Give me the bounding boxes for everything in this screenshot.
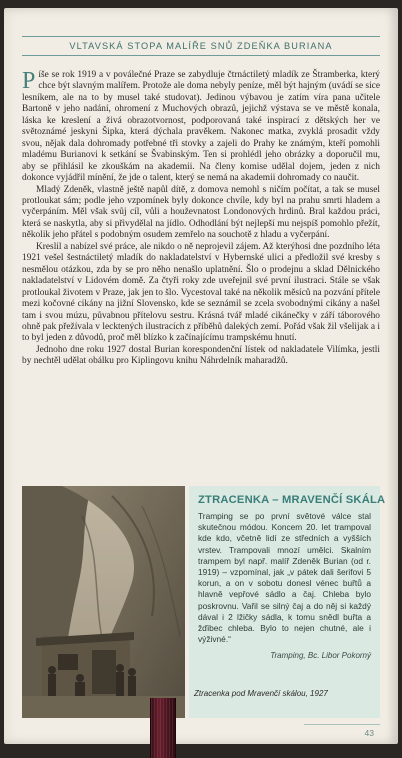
paragraph: Mladý Zdeněk, vlastně ještě napůl dítě, z domova nemohl s ničím počítat, a tak se musel protloukat sám; podle jeho vzpomínek byly dokonce chvíle, kdy byl na prahu smrti hladem a vyčerpáním. Měl však svůj cíl, vůli a houževnatost Londonových hrdinů. Bral každou práci, která se naskytla, aby si přivydělal na jídlo. Odhodlání být nejlepší mu nejspíš pomohlo přežít, několik jeho přátel s podobným osudem zemřelo na souchotě z hladu a vyčerpání.	[22, 184, 380, 241]
drop-cap: P	[22, 68, 36, 94]
page-number: 43	[364, 728, 374, 738]
main-text	[22, 70, 380, 368]
paragraph: Jednoho dne roku 1927 dostal Burian korespondenční lístek od nakladatele Vilímka, jestli by nechtěl udělat obálku pro Kiplingovu knihu Náhrdelník maharadžů.	[22, 344, 380, 367]
paragraph	[22, 70, 380, 185]
running-head: VLTAVSKÁ STOPA MALÍŘE SNŮ ZDEŇKA BURIANA	[22, 36, 380, 56]
paragraph: Kreslil a nabízel své práce, ale nikdo o ně neprojevil zájem. Až kterýhosi dne pozdního léta 1921 vešel šestnáctiletý mladík do nakladatelství v Hybernské ulici a předložil své kresby s nesmělou otázkou, zda by se pro něho nenašlo uplatnění. Šlo o prodejnu a sklad Dělnického nakladatelství v Lidovém domě. Za čtyři roky zde uveřejnil své první ilustraci. Stále se však protloukal životem v Praze, jak jen to šlo. Vycestoval také na několik měsíců na pozvání přítele mezi kočovné cikány na jižní Slovensko, kde se seznámil se zcela svobodnými cikány a našel tam i svou múzu, půvabnou přítelovu sestru. Krásná tvář mladé cikánečky v září táborového ohně pak přežívala v lecktených ilustracích z příběhů dalekých zemí. Pořád však žil všelijak a i to byl jeden z důvodů, proč měl blízko k začínajícímu trampskému hnutí.	[22, 241, 380, 344]
book-page	[4, 8, 398, 744]
photo-illustration	[22, 486, 185, 718]
paragraph-text: íše se rok 1919 a v poválečné Praze se zabydluje čtrnáctiletý mladík ze Štramberka, který chce být slavným malířem. Protože ale doma nebyly peníze, měl být hajným (uvádí se sice lesníkem, ale na to by musel také studovat). Jedinou výbavou je zatím víra pana učitele Bartoně v jeho nadání, ohromení z Muchových obrazů, jejichž výstava se ve městě konala, láska ke kreslení a živá obrazotvornost, podporovaná také inspirací z dětských her ve světoznámé jeskyni Šipka, která dýchala pravěkem. Nakonec matka, zvyklá prosadit vždy svou, nějak dala dohromady potřebné tři stovky a zajeli do Prahy ke známým, kteří pomohli mladému Burianovi k setkání se Švabinským. Ten si prohlédl jeho obrázky a doporučil mu, aby se přihlásil ke zkouškám na akademii. Na členy komise udělal dojem, jeden z nich dokonce vyjádřil mínění, že jde o talent, který se nemá na akademii dohromady co naučit.	[22, 70, 380, 184]
sidebar-box	[189, 486, 386, 718]
sidebar-title: ZTRACENKA – MRAVENČÍ SKÁLA	[198, 494, 386, 506]
sidebar-source: Tramping, Bc. Libor Pokorný	[270, 651, 371, 661]
sidebar-text: Tramping se po první světové válce stal skutečnou módou. Koncem 20. let trampoval kde kdo, včetně lidí ze středních a vyšších vrstev. Trampovali mnozí umělci. Skalním trampem byl např. malíř Zdeněk Burian (od r. 1919) – vzpomínal, jak „v pátek dali šerifovi 5 korun, a on v sobotu donesl vénec buřtů a hlavně vepřové sádlo a čaj. Chleba bylo poskrovnu. Vařil se silný čaj a do něj si každý dával i 2 lžičky sádla, k tomu snědl buřta a žďibec chleba. Bylo to nejen chutné, ale i výživné.“	[198, 511, 371, 645]
photo-caption: Ztracenka pod Mravenčí skálou, 1927	[194, 689, 328, 698]
historical-photo	[22, 486, 185, 718]
bookmark-ribbon	[150, 698, 176, 758]
folio-rule	[304, 724, 380, 725]
